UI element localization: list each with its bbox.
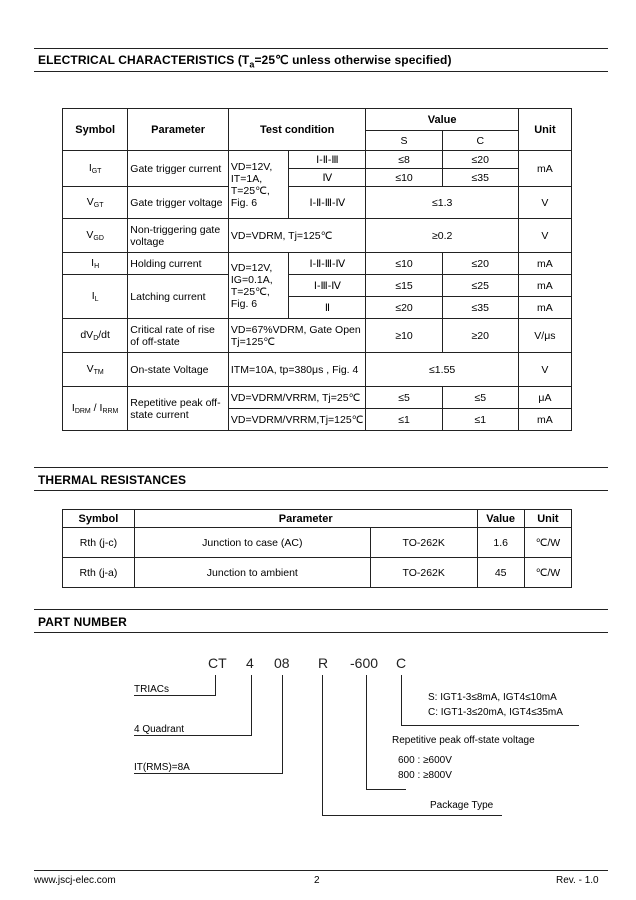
vgd-value: ≥0.2 bbox=[366, 219, 518, 253]
voltage-option-800: 800 : ≥800V bbox=[398, 770, 452, 781]
thermal-header-unit: Unit bbox=[524, 510, 571, 528]
electrical-characteristics-table bbox=[62, 108, 572, 431]
package-leader-v bbox=[322, 675, 323, 815]
ih-il-test-condition: VD=12V, IG=0.1A, T=25℃, Fig. 6 bbox=[228, 253, 288, 319]
quadrant-leader-h bbox=[134, 735, 252, 736]
voltage-option-600: 600 : ≥600V bbox=[398, 755, 452, 766]
igt-test-condition: VD=12V, IT=1A, T=25℃, Fig. 6 bbox=[228, 151, 288, 219]
dvdt-unit: V/μs bbox=[518, 319, 571, 353]
package-label: Package Type bbox=[430, 800, 494, 811]
idrm-symbol: $I_{DRM} / I_{RRM}$ bbox=[63, 387, 128, 431]
ih-symbol: $I_H$ bbox=[63, 253, 128, 275]
vgt-symbol: $V_{GT}$ bbox=[63, 187, 128, 219]
section-rule-part bbox=[34, 632, 608, 633]
dvdt-parameter: Critical rate of rise of off-state bbox=[128, 319, 229, 353]
vgt-quadrant: Ⅰ-Ⅱ-Ⅲ-Ⅳ bbox=[289, 187, 366, 219]
dvdt-s: ≥10 bbox=[366, 319, 442, 353]
ih-c: ≤20 bbox=[442, 253, 518, 275]
thermal-symbol-1: Rth (j-c) bbox=[63, 528, 135, 558]
il-symbol: $I_L$ bbox=[63, 275, 128, 319]
idrm-c-1: ≤5 bbox=[442, 387, 518, 409]
part-quadrant-code: 4 bbox=[246, 655, 254, 671]
vtm-parameter: On-state Voltage bbox=[128, 353, 229, 387]
vgd-parameter: Non-triggering gate voltage bbox=[128, 219, 229, 253]
il-s-2: ≤20 bbox=[366, 297, 442, 319]
header-symbol: Symbol bbox=[63, 109, 128, 151]
vtm-unit: V bbox=[518, 353, 571, 387]
sensitivity-c: C: IGT1-3≤20mA, IGT4≤35mA bbox=[428, 707, 563, 718]
footer-revision: Rev. - 1.0 bbox=[556, 875, 599, 886]
igt-s-2: ≤10 bbox=[366, 169, 442, 187]
thermal-value-1: 1.6 bbox=[477, 528, 524, 558]
section-rule-thermal-top bbox=[34, 467, 608, 468]
triacs-label: TRIACs bbox=[134, 684, 169, 695]
il-unit-1: mA bbox=[518, 275, 571, 297]
thermal-header-value: Value bbox=[477, 510, 524, 528]
quadrant-label: 4 Quadrant bbox=[134, 724, 185, 735]
top-rule bbox=[34, 48, 608, 49]
igt-s-1: ≤8 bbox=[366, 151, 442, 169]
section-title-part-number: PART NUMBER bbox=[38, 615, 127, 629]
voltage-leader-v bbox=[366, 675, 367, 789]
header-c: C bbox=[442, 131, 518, 151]
voltage-title: Repetitive peak off-state voltage bbox=[392, 735, 535, 746]
il-c-1: ≤25 bbox=[442, 275, 518, 297]
il-quadrant-2: Ⅱ bbox=[289, 297, 366, 319]
thermal-header-symbol: Symbol bbox=[63, 510, 135, 528]
thermal-resistance-table bbox=[62, 509, 572, 588]
idrm-s-1: ≤5 bbox=[366, 387, 442, 409]
vgd-unit: V bbox=[518, 219, 571, 253]
thermal-header-parameter: Parameter bbox=[134, 510, 477, 528]
vgt-parameter: Gate trigger voltage bbox=[128, 187, 229, 219]
idrm-unit-1: μA bbox=[518, 387, 571, 409]
quadrant-leader-v bbox=[251, 675, 252, 735]
idrm-unit-2: mA bbox=[518, 409, 571, 431]
il-s-1: ≤15 bbox=[366, 275, 442, 297]
vtm-test-condition: ITM=10A, tp=380μs , Fig. 4 bbox=[228, 353, 366, 387]
section-rule-thermal bbox=[34, 490, 608, 491]
vgt-unit: V bbox=[518, 187, 571, 219]
ih-s: ≤10 bbox=[366, 253, 442, 275]
current-leader-v bbox=[282, 675, 283, 773]
section-rule bbox=[34, 71, 608, 72]
thermal-symbol-2: Rth (j-a) bbox=[63, 558, 135, 588]
footer-page-number: 2 bbox=[314, 875, 320, 886]
footer-url[interactable]: www.jscj-elec.com bbox=[34, 875, 116, 886]
igt-c-2: ≤35 bbox=[442, 169, 518, 187]
dvdt-test-condition: VD=67%VDRM, Gate Open Tj=125℃ bbox=[228, 319, 366, 353]
igt-parameter: Gate trigger current bbox=[128, 151, 229, 187]
igt-quadrant-1: Ⅰ-Ⅱ-Ⅲ bbox=[289, 151, 366, 169]
thermal-package-1: TO-262K bbox=[370, 528, 477, 558]
igt-unit: mA bbox=[518, 151, 571, 187]
thermal-parameter-1: Junction to case (AC) bbox=[134, 528, 370, 558]
triacs-leader-h bbox=[134, 695, 216, 696]
igt-quadrant-2: Ⅳ bbox=[289, 169, 366, 187]
dvdt-c: ≥20 bbox=[442, 319, 518, 353]
ih-parameter: Holding current bbox=[128, 253, 229, 275]
idrm-parameter: Repetitive peak off-state current bbox=[128, 387, 229, 431]
section-rule-part-top bbox=[34, 609, 608, 610]
section-title-thermal: THERMAL RESISTANCES bbox=[38, 473, 187, 487]
idrm-test-condition-1: VD=VDRM/VRRM, Tj=25℃ bbox=[228, 387, 366, 409]
section-title-electrical: ELECTRICAL CHARACTERISTICS ($T_a=25℃$ unless otherwise specified) bbox=[38, 53, 452, 70]
idrm-test-condition-2: VD=VDRM/VRRM,Tj=125℃ bbox=[228, 409, 366, 431]
thermal-parameter-2: Junction to ambient bbox=[134, 558, 370, 588]
vtm-symbol: $V_{TM}$ bbox=[63, 353, 128, 387]
thermal-package-2: TO-262K bbox=[370, 558, 477, 588]
vgd-test-condition: VD=VDRM, Tj=125℃ bbox=[228, 219, 366, 253]
ih-quadrant: Ⅰ-Ⅱ-Ⅲ-Ⅳ bbox=[289, 253, 366, 275]
dvdt-symbol: $dV_D/dt$ bbox=[63, 319, 128, 353]
voltage-leader-h bbox=[366, 789, 406, 790]
vtm-value: ≤1.55 bbox=[366, 353, 518, 387]
header-value: Value bbox=[366, 109, 518, 131]
current-label: IT(RMS)=8A bbox=[134, 762, 190, 773]
header-s: S bbox=[366, 131, 442, 151]
header-unit: Unit bbox=[518, 109, 571, 151]
header-parameter: Parameter bbox=[128, 109, 229, 151]
sensitivity-leader-h bbox=[401, 725, 579, 726]
part-voltage-code: -600 bbox=[350, 655, 379, 671]
vgt-value: ≤1.3 bbox=[366, 187, 518, 219]
il-unit-2: mA bbox=[518, 297, 571, 319]
vgd-symbol: $V_{GD}$ bbox=[63, 219, 128, 253]
idrm-c-2: ≤1 bbox=[442, 409, 518, 431]
footer-rule bbox=[34, 870, 608, 871]
il-quadrant-1: Ⅰ-Ⅲ-Ⅳ bbox=[289, 275, 366, 297]
triacs-leader-v bbox=[215, 675, 216, 695]
ih-unit: mA bbox=[518, 253, 571, 275]
header-test-condition: Test condition bbox=[228, 109, 366, 151]
sensitivity-s: S: IGT1-3≤8mA, IGT4≤10mA bbox=[428, 692, 557, 703]
thermal-value-2: 45 bbox=[477, 558, 524, 588]
current-leader-h bbox=[134, 773, 283, 774]
part-current-code: 08 bbox=[274, 655, 290, 671]
sensitivity-leader-v bbox=[401, 675, 402, 725]
part-package-code: R bbox=[318, 655, 329, 671]
il-c-2: ≤35 bbox=[442, 297, 518, 319]
part-prefix: CT bbox=[208, 655, 227, 671]
part-sensitivity-code: C bbox=[396, 655, 407, 671]
package-leader-h bbox=[322, 815, 502, 816]
igt-symbol: $I_{GT}$ bbox=[63, 151, 128, 187]
thermal-unit-1: ℃/W bbox=[524, 528, 571, 558]
igt-c-1: ≤20 bbox=[442, 151, 518, 169]
idrm-s-2: ≤1 bbox=[366, 409, 442, 431]
il-parameter: Latching current bbox=[128, 275, 229, 319]
thermal-unit-2: ℃/W bbox=[524, 558, 571, 588]
